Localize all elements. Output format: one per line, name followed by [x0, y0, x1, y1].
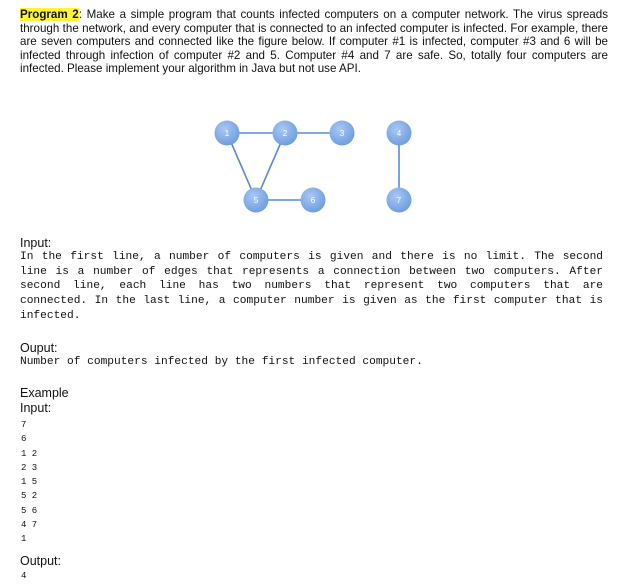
example-input-line: 1 2 [21, 448, 38, 459]
example-input-heading: Input: [20, 401, 52, 415]
example-output-value: 4 [21, 571, 27, 581]
node-4 [387, 121, 412, 146]
node-1 [215, 121, 240, 146]
example-input-line: 5 2 [21, 491, 38, 502]
node-5 [244, 188, 269, 213]
node-label: 6 [310, 196, 316, 205]
node-label: 7 [396, 196, 402, 205]
example-input-line: 1 [21, 534, 27, 545]
output-heading: Ouput: [20, 341, 58, 355]
input-heading: Input: [20, 236, 52, 250]
node-2 [273, 121, 298, 146]
node-3 [330, 121, 355, 146]
example-input-lines [21, 418, 37, 547]
program-label: Program 2 [20, 8, 79, 21]
node-7 [387, 188, 412, 213]
example-input-line: 4 7 [21, 520, 38, 531]
problem-intro-text: : Make a simple program that counts infected computers on a computer network. The virus spreads through the network, and every computer that is connected to an infected computer is infected. For example, there are seven computers and connected like the figure below. If computer #1 is infected, computer #3 and 6 will be infected through infection of computer #2 and 5. Computer #4 and 7 are safe. So, totally four computers are infected. Please implement your algorithm in Java but not use API. [20, 8, 608, 76]
example-input-line: 1 5 [21, 477, 38, 488]
node-label: 3 [339, 129, 345, 138]
example-input-line: 6 [21, 434, 27, 445]
output-description: Number of computers infected by the first infected computer. [20, 356, 423, 368]
example-input-line: 2 3 [21, 462, 38, 473]
example-heading: Example [20, 386, 69, 400]
node-label: 2 [282, 129, 288, 138]
node-label: 5 [253, 196, 259, 205]
example-output-heading: Output: [20, 554, 61, 568]
node-label: 1 [224, 129, 230, 138]
example-input-line: 7 [21, 420, 27, 430]
node-label: 4 [396, 129, 402, 138]
node-6 [301, 188, 326, 213]
example-input-line: 5 6 [21, 505, 38, 516]
input-description: In the first line, a number of computers is given and there is no limit. The second line is a number of edges that represents a connection between two computers. After second line, each line has two numbers that represent two computers that are connected. In the last line, a computer number is given as the first computer that is infected. [20, 251, 603, 322]
